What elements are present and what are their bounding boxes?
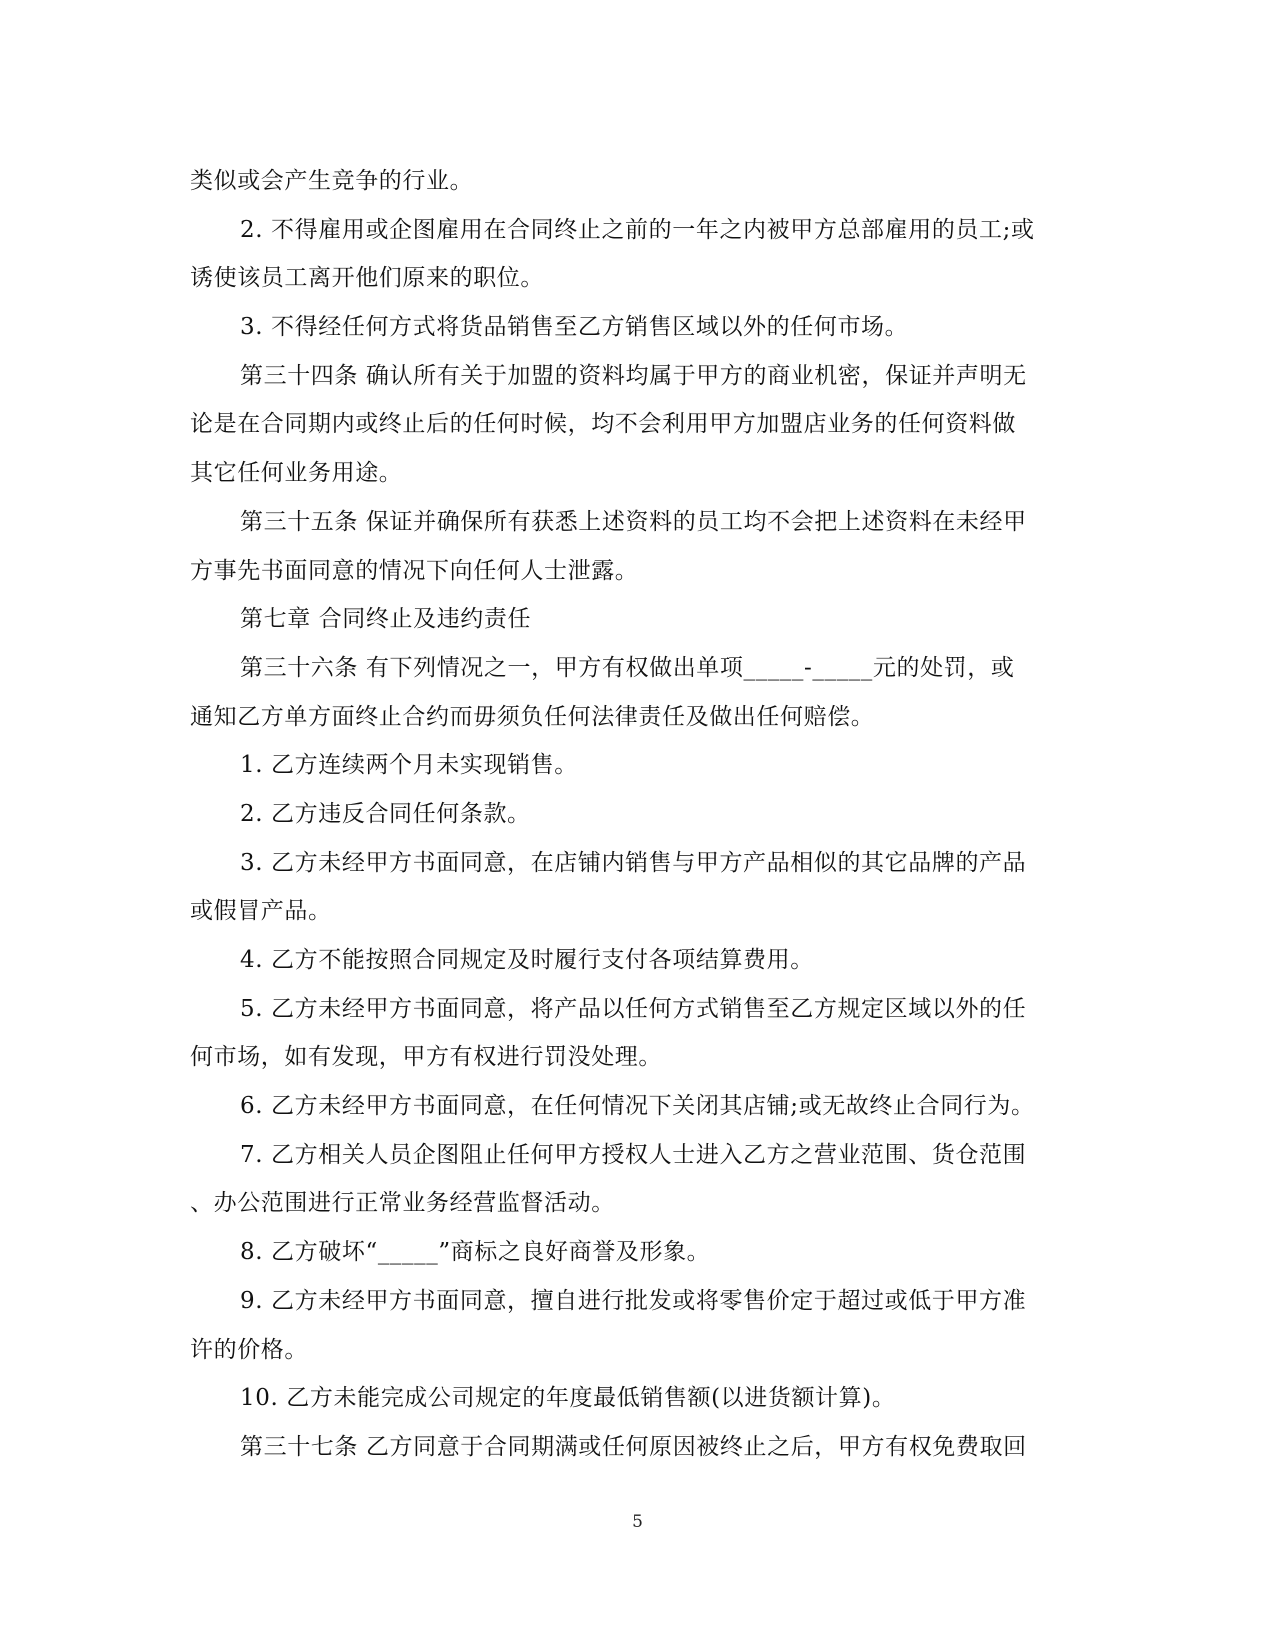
text-line: 通知乙方单方面终止合约而毋须负任何法律责任及做出任何赔偿。: [190, 703, 875, 730]
chapter-heading: 第七章 合同终止及违约责任: [240, 606, 532, 633]
text-line: 许的价格。: [190, 1336, 308, 1363]
text-line: 3. 不得经任何方式将货品销售至乙方销售区域以外的任何市场。: [240, 314, 909, 341]
list-item: 7. 乙方相关人员企图阻止任何甲方授权人士进入乙方之营业范围、货仓范围: [240, 1141, 1027, 1168]
list-item: 10. 乙方未能完成公司规定的年度最低销售额(以进货额计算)。: [240, 1385, 896, 1412]
article-heading-line: 第三十五条 保证并确保所有获悉上述资料的员工均不会把上述资料在未经甲: [240, 508, 1027, 535]
list-item: 4. 乙方不能按照合同规定及时履行支付各项结算费用。: [240, 947, 814, 973]
article-heading-line: 第三十四条 确认所有关于加盟的资料均属于甲方的商业机密，保证并声明无: [240, 362, 1027, 389]
list-item: 1. 乙方连续两个月未实现销售。: [240, 752, 578, 779]
text-line: 2. 不得雇用或企图雇用在合同终止之前的一年之内被甲方总部雇用的员工;或: [240, 216, 1035, 243]
document-body: [190, 157, 1070, 1472]
text-line: 方事先书面同意的情况下向任何人士泄露。: [190, 557, 639, 584]
text-line: 或假冒产品。: [190, 898, 332, 925]
text-line: 、办公范围进行正常业务经营监督活动。: [190, 1190, 615, 1217]
page-number: 5: [632, 1512, 643, 1532]
text-line: 类似或会产生竞争的行业。: [190, 168, 474, 194]
list-item: 2. 乙方违反合同任何条款。: [240, 800, 531, 827]
list-item: 3. 乙方未经甲方书面同意，在店铺内销售与甲方产品相似的其它品牌的产品: [240, 849, 1027, 876]
list-item: 8. 乙方破坏“_____”商标之良好商誉及形象。: [240, 1239, 711, 1266]
list-item: 5. 乙方未经甲方书面同意，将产品以任何方式销售至乙方规定区域以外的任: [240, 995, 1027, 1022]
text-line: 其它任何业务用途。: [190, 460, 403, 487]
article-heading-line: 第三十七条 乙方同意于合同期满或任何原因被终止之后，甲方有权免费取回: [240, 1433, 1027, 1460]
text-line: 诱使该员工离开他们原来的职位。: [190, 265, 544, 292]
text-line: 何市场，如有发现，甲方有权进行罚没处理。: [190, 1044, 662, 1071]
article-heading-line: 第三十六条 有下列情况之一，甲方有权做出单项_____-_____元的处罚，或: [240, 654, 1015, 681]
list-item: 6. 乙方未经甲方书面同意，在任何情况下关闭其店铺;或无故终止合同行为。: [240, 1093, 1035, 1120]
text-line: 论是在合同期内或终止后的任何时候，均不会利用甲方加盟店业务的任何资料做: [190, 411, 1016, 438]
list-item: 9. 乙方未经甲方书面同意，擅自进行批发或将零售价定于超过或低于甲方准: [240, 1287, 1027, 1314]
